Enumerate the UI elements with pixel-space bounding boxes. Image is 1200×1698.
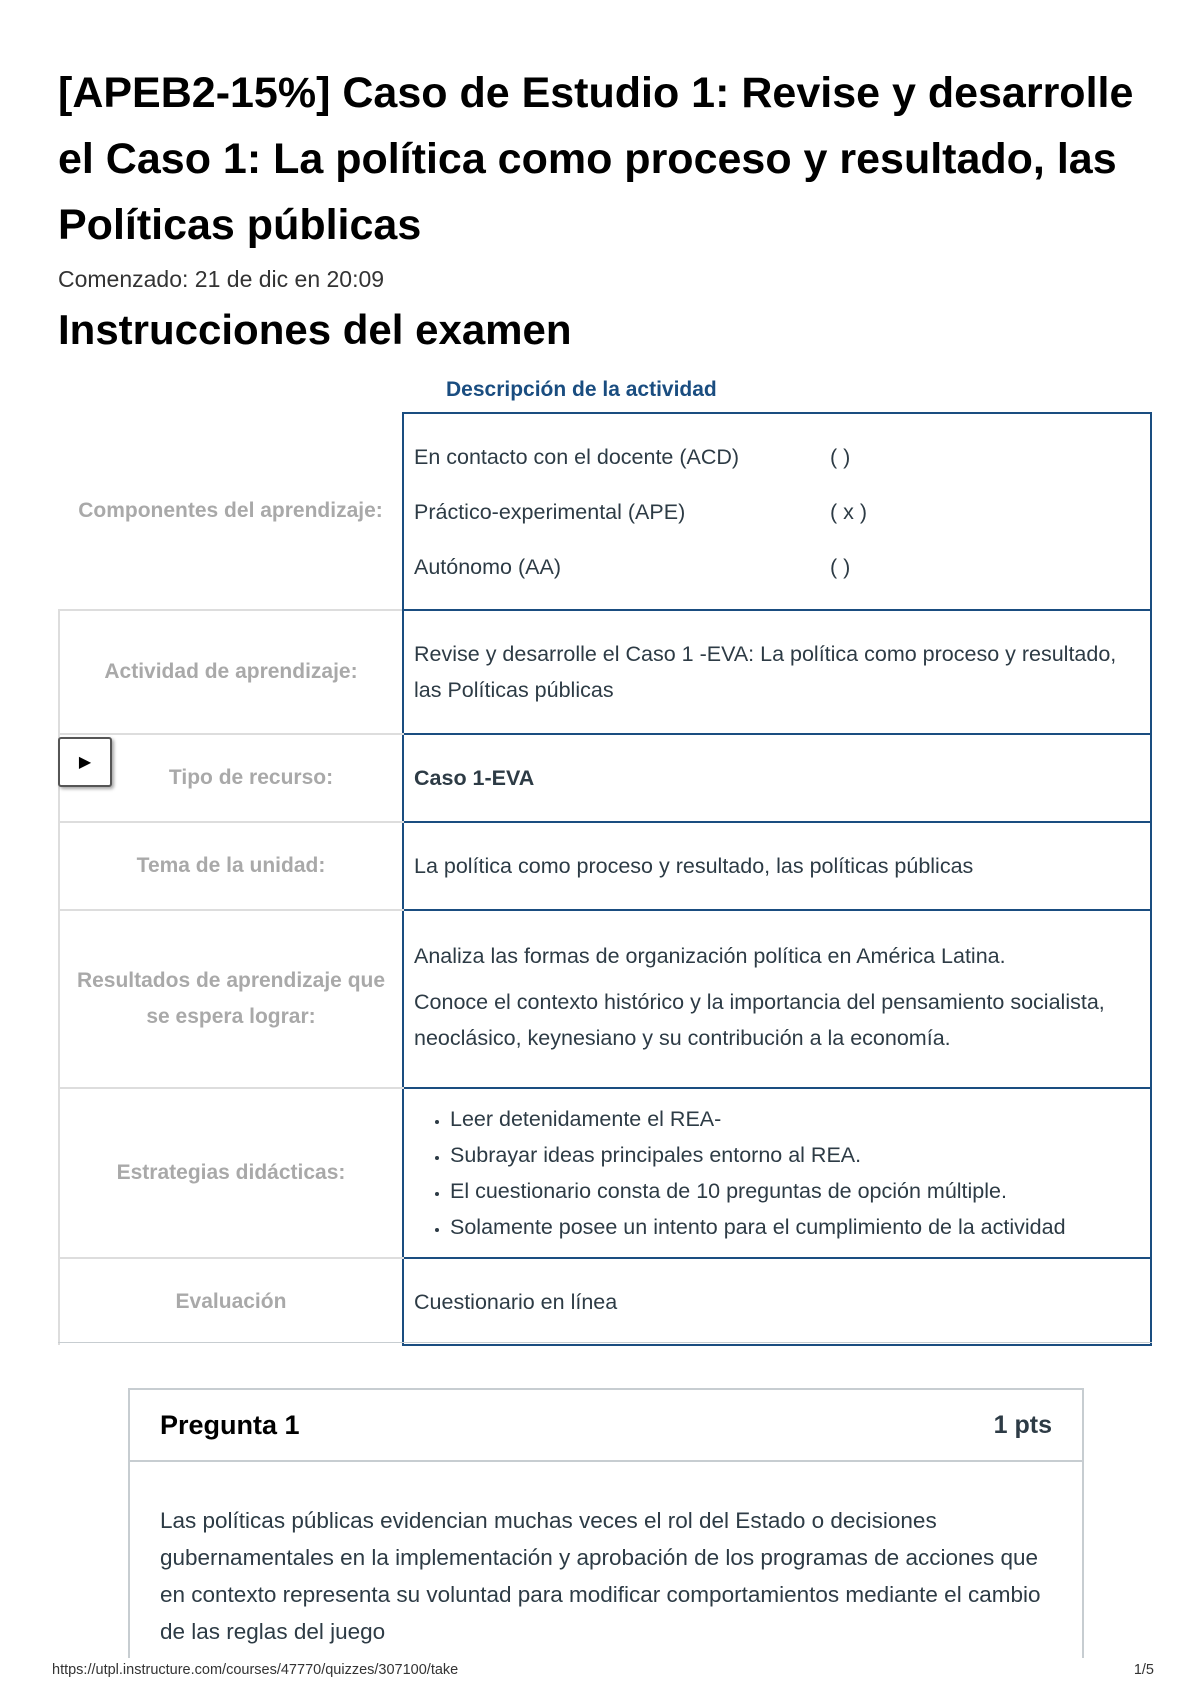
evaluation-row	[59, 1258, 1151, 1345]
page-url: https://utpl.instructure.com/courses/47770/quizzes/307100/take	[52, 1662, 459, 1678]
topic-row	[59, 822, 1151, 910]
resource-value: Caso 1-EVA	[403, 734, 1151, 822]
question-body	[130, 1462, 1082, 1658]
instructions-heading: Instrucciones del examen	[58, 306, 572, 353]
evaluation-value: Cuestionario en línea	[403, 1258, 1151, 1345]
play-button[interactable]	[58, 737, 112, 787]
resource-label: Tipo de recurso:	[59, 734, 403, 822]
question-points: 1 pts	[993, 1410, 1052, 1439]
question-text: Las políticas públicas evidencian muchas veces el rol del Estado o decisiones gubernamentales en la implementación y aprobación de los programas de acciones que en contexto representa su voluntad para modificar comportamientos mediante el cambio de las reglas del juego	[160, 1508, 1041, 1644]
strategies-row	[59, 1088, 1151, 1258]
question-card	[128, 1388, 1084, 1658]
component-acd: En contacto con el docente (ACD) ( )	[414, 444, 851, 469]
section-divider	[58, 1342, 1152, 1343]
strategies-label: Estrategias didácticas:	[59, 1088, 403, 1258]
topic-label: Tema de la unidad:	[59, 822, 403, 910]
activity-table	[58, 412, 1152, 1346]
results-row	[59, 910, 1151, 1088]
strategy-item: • El cuestionario consta de 10 preguntas de opción múltiple.	[450, 1173, 1140, 1209]
strategy-item: • Solamente posee un intento para el cumplimiento de la actividad	[450, 1209, 1140, 1245]
play-icon: ▶	[78, 754, 92, 771]
strategy-item: • Subrayar ideas principales entorno al REA.	[450, 1137, 1140, 1173]
topic-value: La política como proceso y resultado, las políticas públicas	[403, 822, 1151, 910]
component-ape: Práctico-experimental (APE) ( x )	[414, 499, 868, 524]
evaluation-label: Evaluación	[59, 1258, 403, 1345]
activity-label: Actividad de aprendizaje:	[59, 610, 403, 734]
resource-row	[59, 734, 1151, 822]
result-item: Conoce el contexto histórico y la importancia del pensamiento socialista, neoclásico, keynesiano y su contribución a la economía.	[414, 990, 1105, 1050]
activity-value: Revise y desarrolle el Caso 1 -EVA: La política como proceso y resultado, las Políticas públicas	[403, 610, 1151, 734]
result-item: Analiza las formas de organización política en América Latina.	[414, 944, 1006, 968]
question-name: Pregunta 1	[160, 1409, 300, 1440]
started-timestamp: Comenzado: 21 de dic en 20:09	[58, 266, 385, 292]
components-value	[403, 413, 1151, 610]
components-row	[59, 413, 1151, 610]
strategies-list	[414, 1101, 1140, 1245]
strategy-item: • Leer detenidamente el REA-	[450, 1101, 1140, 1137]
activity-row	[59, 610, 1151, 734]
results-value	[403, 910, 1151, 1088]
results-label: Resultados de aprendizaje que se espera lograr:	[59, 910, 403, 1088]
component-aa: Autónomo (AA) ( )	[414, 554, 851, 579]
strategies-value	[403, 1088, 1151, 1258]
page-title: [APEB2-15%] Caso de Estudio 1: Revise y desarrolle el Caso 1: La política como proceso y resultado, las Políticas públicas	[58, 69, 1134, 249]
components-label: Componentes del aprendizaje:	[78, 499, 383, 522]
question-header	[130, 1390, 1082, 1462]
page-number: 1/5	[1133, 1662, 1154, 1678]
